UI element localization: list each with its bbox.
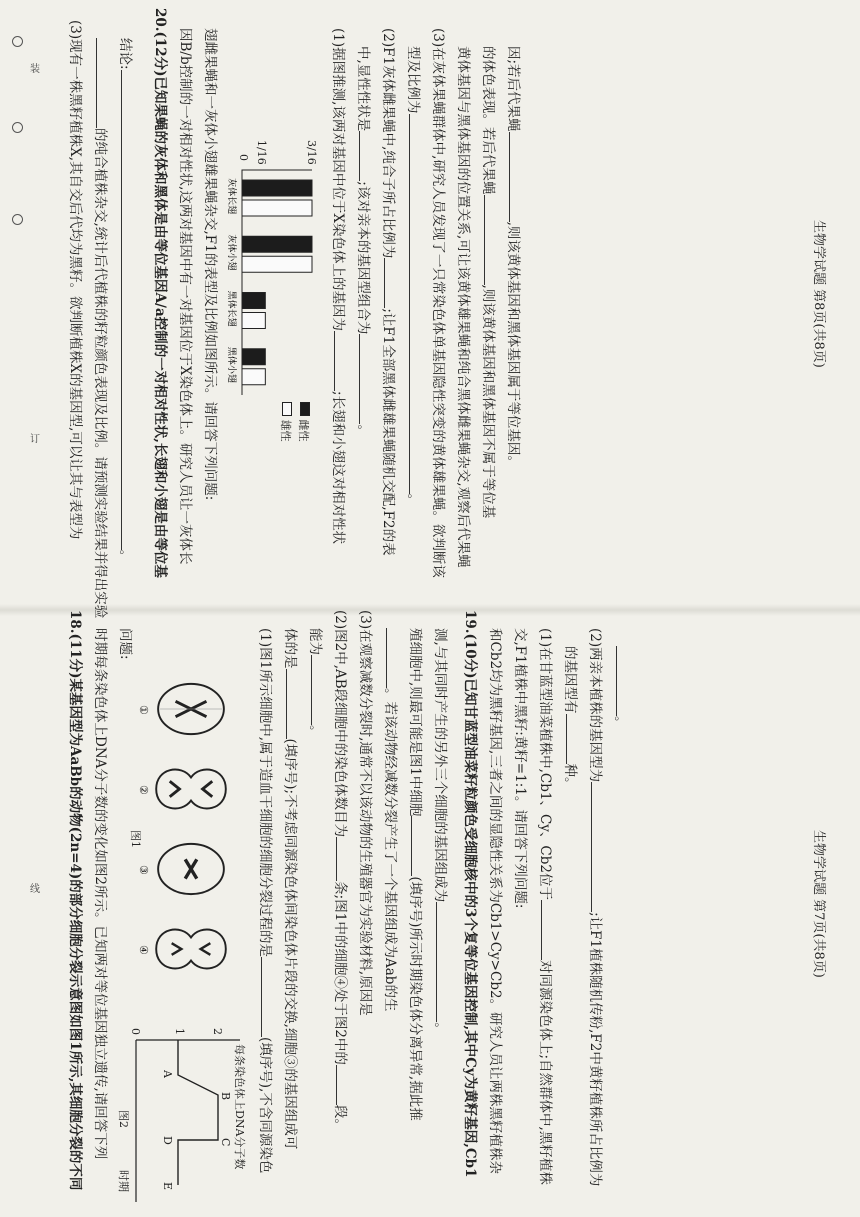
q18-stem: 问题: xyxy=(117,628,133,660)
q19-sub2: 。 xyxy=(610,646,630,730)
bar-male xyxy=(242,200,312,216)
bar-category-label: 黑体小翅 xyxy=(226,346,236,383)
q18-sub1: 体的是(填序号);不考虑同源染色体间染色体片段的交换,细胞③的基因组成可 xyxy=(282,628,298,1150)
figure-2 xyxy=(118,1020,248,1210)
bar-female xyxy=(242,236,312,252)
q19-stem: 和Cb2均为黑籽基因,三者之间的显隐性关系为Cb1>Cy>Cb2。研究人员让两株黑籽植株杂 xyxy=(487,628,503,1175)
q20-sub1: (1)据图推测,该两对基因中位于X染色体上的基因为;长翅和小翅这对相对性状 xyxy=(330,28,346,545)
fig2-tick: 2 xyxy=(211,1028,224,1035)
bar-category-label: 灰体长翅 xyxy=(226,178,236,215)
cell-label: ② xyxy=(137,785,150,795)
cell-4 xyxy=(152,920,230,978)
fig2-tick: 0 xyxy=(129,1028,142,1035)
bar-female xyxy=(242,180,312,196)
q19-sub1: (1)在甘蓝型油菜植株中,Cb1、Cy、Cb2位于对同源染色体上;自然群体中,黑籽植株 xyxy=(537,628,553,1185)
q20-sub1: 中,显性性状是;该对亲本的基因型组合为。 xyxy=(355,46,371,438)
cell-3 xyxy=(152,840,230,898)
bar-category-label: 灰体小翅 xyxy=(226,234,236,271)
q19-sub3: 结论:。 xyxy=(117,38,133,564)
figure-caption: 图2 xyxy=(117,1110,130,1128)
page-footer: 生物学试题 第8页(共8页) xyxy=(811,220,826,368)
q20-sub2: 型及比例为。 xyxy=(405,46,421,507)
q18-sub2: (2)图2中,AB段细胞中的染色体数目为条;图1中的细胞④处于图2中的段。 xyxy=(332,610,348,1132)
figure-caption: 图1 xyxy=(129,830,142,848)
q18-sub3: 测,与其同时产生的另外三个细胞的基因组成为。 xyxy=(432,628,448,1036)
fig2-point: A xyxy=(161,1070,174,1078)
q19-stem: 19.(10分)已知甘蓝型油菜籽粒颜色受细胞核中的3个复等位基因控制,其中Cy为黄籽基因,Cb1 xyxy=(462,610,478,1178)
bar-male xyxy=(242,313,265,329)
q20-sub3: 黄体基因与黑体基因的位置关系,可让该黄体雄果蝇和纯合黑体雌果蝇杂交,观察后代果蝇 xyxy=(455,46,471,568)
y-tick-label: 3/16 xyxy=(305,140,318,165)
bar-male xyxy=(242,369,265,385)
page-7 xyxy=(0,610,860,1210)
cell-label: ① xyxy=(137,705,150,715)
q20-sub3: 的体色表现。若后代果蝇,则该黄体基因和黑体基因不属于等位基 xyxy=(480,46,496,519)
gutter-mark: 线 xyxy=(30,884,40,895)
q20-stem: 翅雌果蝇和一灰体小翅雄果蝇杂交,F1的表型及比例如图所示。请回答下列问题: xyxy=(202,28,218,501)
q20-sub3: (3)在灰体果蝇群体中,研究人员发现了一只常染色体单基因隐性突变的黄体雄果蝇。欲判断该 xyxy=(430,28,446,578)
figure-1 xyxy=(129,680,230,980)
q18-sub1: 能为。 xyxy=(307,628,323,739)
y-tick-label: 1/16 xyxy=(255,140,268,165)
q20-stem: 20.(12分)已知果蝇的灰体和黑体是由等位基因A/a控制的一对相对性状,长翅和小翅是由等位基 xyxy=(152,8,168,578)
bar-male xyxy=(242,256,312,272)
cell-2 xyxy=(152,760,230,818)
q19-sub3: (3)现有一株黑籽植株X,其自交后代均为黑籽。欲判断植株X的基因型,可以让其与表型为 xyxy=(67,20,83,540)
bar-female xyxy=(242,293,265,309)
q19-stem: 交,F1植株中黑籽:黄籽=1:1。请回答下列问题: xyxy=(512,628,528,909)
legend-female: 雌性 xyxy=(296,402,312,442)
q20-stem: 因B/b控制的一对相对性状,这两对基因中有一对基因位于X染色体上。研究人员让一灰体长 xyxy=(177,28,193,565)
q19-sub1: 的基因型有种。 xyxy=(562,646,578,791)
fig2-point: C xyxy=(219,1138,232,1147)
q19-sub2: (2)两亲本植株的基因型为;让F1植株随机传粉,F2中黄籽植株所占比例为 xyxy=(587,628,603,1187)
q19-sub3: 的纯合植株杂交,统计后代植株的籽粒颜色表现及比例。请预测实验结果并得出实验 xyxy=(90,38,110,618)
cell-label: ④ xyxy=(137,945,150,955)
fig2-ylabel: 每条染色体上DNA分子数 xyxy=(233,1044,246,1170)
y-tick-label: 0 xyxy=(237,154,250,161)
fig2-point: D xyxy=(161,1136,174,1145)
gutter-mark: 装 xyxy=(30,64,40,75)
f1-bar-chart xyxy=(225,140,320,460)
q18-sub1: (1)图1所示细胞中,属于造血干细胞的细胞分裂过程的是(填序号),不含同源染色 xyxy=(257,628,273,1174)
cell-1 xyxy=(152,680,230,738)
fig2-tick: 1 xyxy=(173,1028,186,1035)
fig2-point: E xyxy=(161,1182,174,1191)
fig2-point: B xyxy=(219,1092,232,1101)
q18-sub3: 殖细胞中,则最可能是图1中细胞(填序号)所示时期染色体分离异常,据此推 xyxy=(407,628,423,1121)
cell-label: ③ xyxy=(137,865,150,875)
q18-stem: 18.(11分)某基因型为AaBb的动物(2n=4)的部分细胞分裂示意图如图1所示,其细胞分裂的不同 xyxy=(67,610,83,1191)
fig2-xlabel: 时期 xyxy=(117,1170,130,1192)
gutter-mark: 订 xyxy=(30,434,40,445)
bar-category-label: 黑体长翅 xyxy=(226,290,236,327)
q18-sub3: 。若该动物经减数分裂产生了一个基因组成为Aab的生 xyxy=(380,628,400,1011)
legend-male: 雄性 xyxy=(278,402,294,442)
q20-sub2: (2)F1灰体雌果蝇中,纯合子所占比例为;让F1全部黑体雌雄果蝇随机交配,F2的表 xyxy=(380,28,396,556)
q18-sub3: (3)在观察减数分裂时,通常不以该动物的生殖器官为实验材料,原因是 xyxy=(357,610,373,1016)
page-footer: 生物学试题 第7页(共8页) xyxy=(811,830,826,978)
bar-female xyxy=(242,349,265,365)
q20-sub3: 因;若后代果蝇,则该黄体基因和黑体基因属于等位基因。 xyxy=(505,46,521,469)
q18-stem: 时期每条染色体上DNA分子数的变化如图2所示。已知两对等位基因独立遗传,请回答下列 xyxy=(92,628,108,1160)
